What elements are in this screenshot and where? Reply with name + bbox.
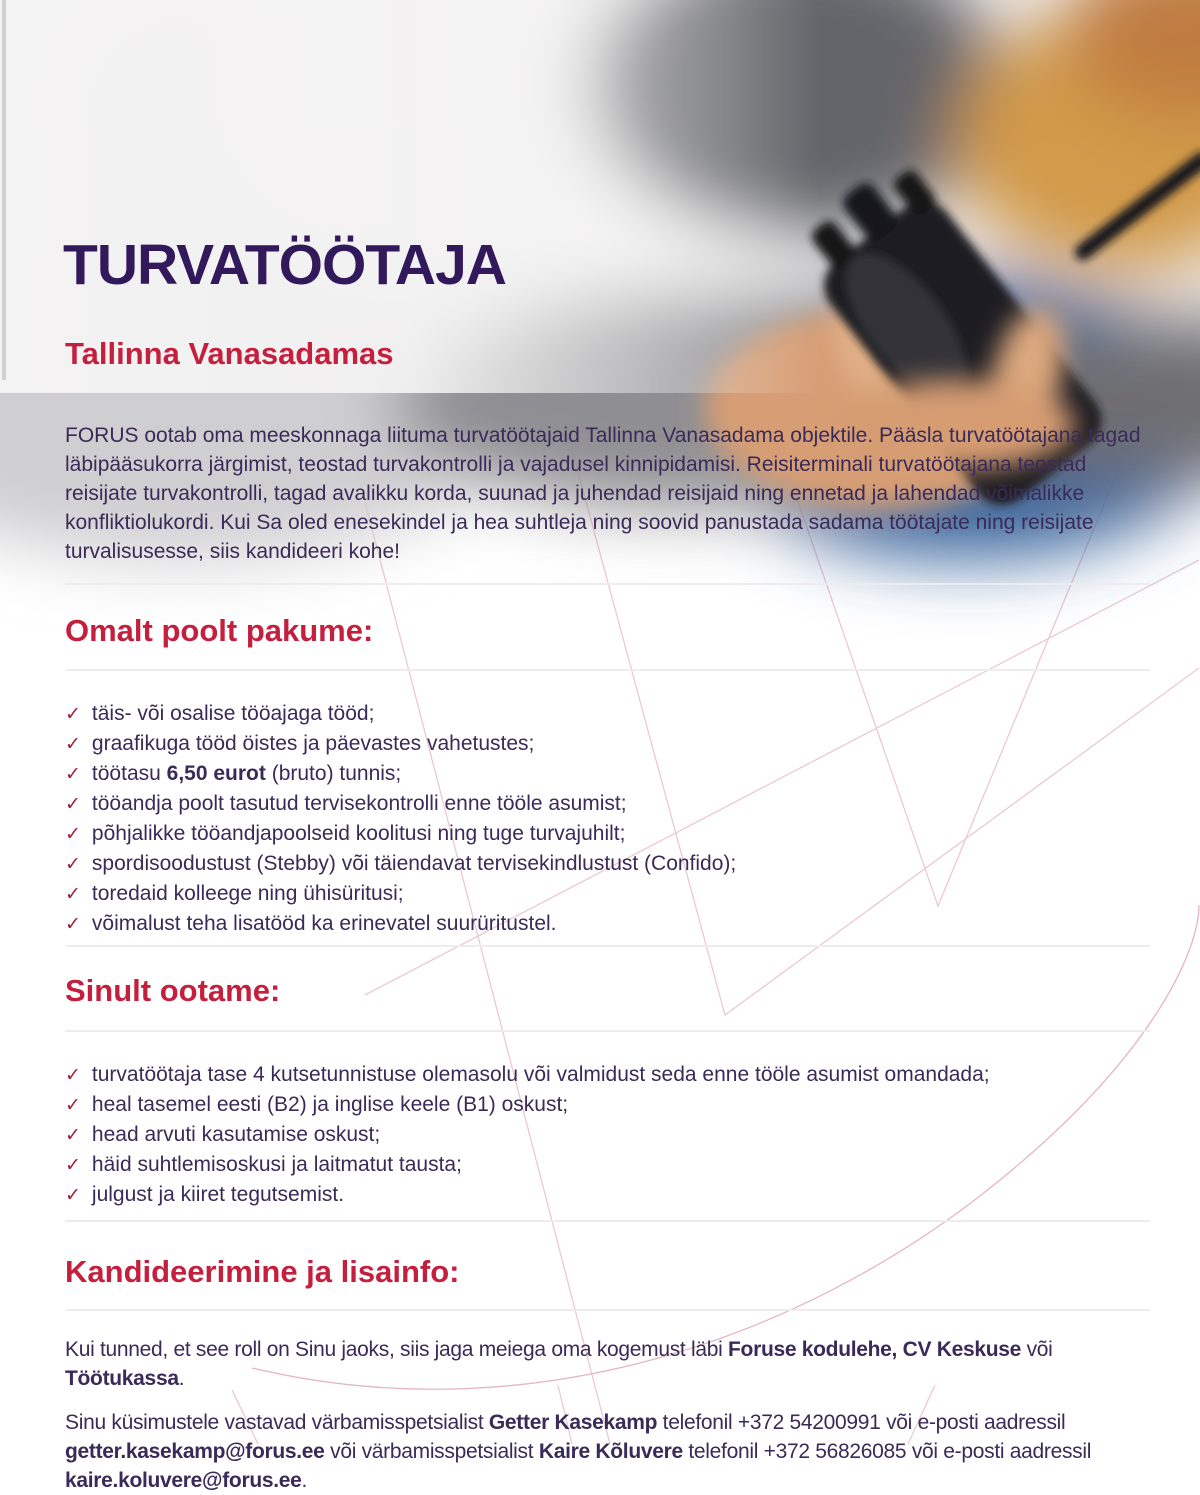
section-heading-offer: Omalt poolt pakume: bbox=[65, 613, 374, 648]
bold-text: 6,50 eurot bbox=[166, 762, 266, 785]
text: või bbox=[1021, 1338, 1053, 1361]
text: heal tasemel eesti (B2) ja inglise keele (B1) oskust; bbox=[91, 1093, 569, 1116]
section-divider bbox=[65, 1030, 1150, 1032]
section-heading-apply: Kandideerimine ja lisainfo: bbox=[65, 1254, 460, 1289]
list-item bbox=[65, 699, 1150, 729]
check-icon: ✓ bbox=[65, 883, 81, 905]
offer-list bbox=[65, 699, 1150, 939]
list-item bbox=[65, 909, 1150, 939]
list-item bbox=[65, 819, 1150, 849]
list-item bbox=[65, 1090, 1150, 1120]
section-divider bbox=[65, 583, 1150, 585]
expect-list bbox=[65, 1060, 1150, 1210]
bold-text: kaire.koluvere@forus.ee bbox=[65, 1469, 302, 1492]
bold-text: Kaire Kõluvere bbox=[538, 1440, 683, 1463]
check-icon: ✓ bbox=[65, 1154, 81, 1176]
text: Kui tunned, et see roll on Sinu jaoks, siis jaga meiega oma kogemust läbi bbox=[65, 1338, 729, 1361]
text: graafikuga tööd öistes ja päevastes vahetustes; bbox=[91, 732, 535, 755]
bold-text: Töötukassa bbox=[65, 1367, 179, 1390]
section-heading-expect: Sinult ootame: bbox=[65, 973, 281, 1008]
section-divider bbox=[65, 1220, 1150, 1222]
list-item bbox=[65, 1180, 1150, 1210]
page-subtitle: Tallinna Vanasadamas bbox=[65, 336, 394, 371]
intro-paragraph: FORUS ootab oma meeskonnaga liituma turvatöötajaid Tallinna Vanasadama objektile. Pääsla turvatöötajana tagad läbipääsukorra järgimist, teostad turvakontrolli ja vajadusel kinnipidamisi. Reisiterminali turvatöötajana teostad reisijate turvakontrolli, tagad avalikku korda, suunad ja juhendad reisijaid ning ennetad ja lahendad võimalikke konfliktiolukordi. Kui Sa oled enesekindel ja hea suhtleja ning soovid panustada sadama töötajate ning reisijate turvalisusesse, siis kandideeri kohe! bbox=[65, 424, 1141, 563]
check-icon: ✓ bbox=[65, 763, 81, 785]
check-icon: ✓ bbox=[65, 853, 81, 875]
check-icon: ✓ bbox=[65, 1184, 81, 1206]
check-icon: ✓ bbox=[65, 733, 81, 755]
check-icon: ✓ bbox=[65, 913, 81, 935]
hero-header bbox=[0, 0, 1200, 393]
page-title: TURVATÖÖTAJA bbox=[63, 233, 506, 297]
check-icon: ✓ bbox=[65, 1124, 81, 1146]
section-divider bbox=[65, 669, 1150, 671]
text: põhjalikke tööandjapoolseid koolitusi ning tuge turvajuhilt; bbox=[91, 822, 626, 845]
check-icon: ✓ bbox=[65, 703, 81, 725]
hero-photo-walkie-talkie bbox=[0, 0, 1200, 393]
text: häid suhtlemisoskusi ja laitmatut tausta; bbox=[91, 1153, 462, 1176]
section-divider bbox=[65, 1309, 1150, 1311]
bold-text: Foruse kodulehe, CV Keskuse bbox=[728, 1338, 1022, 1361]
text: võimalust teha lisatööd ka erinevatel suurüritustel. bbox=[91, 912, 557, 935]
text: spordisoodustust (Stebby) või täiendavat tervisekindlustust (Confido); bbox=[91, 852, 737, 875]
text: või värbamisspetsialist bbox=[324, 1440, 539, 1463]
text: julgust ja kiiret tegutsemist. bbox=[91, 1183, 345, 1206]
text: tööandja poolt tasutud tervisekontrolli enne tööle asumist; bbox=[91, 792, 627, 815]
contact-paragraph bbox=[65, 1408, 1150, 1495]
list-item bbox=[65, 1060, 1150, 1090]
check-icon: ✓ bbox=[65, 1064, 81, 1086]
bold-text: getter.kasekamp@forus.ee bbox=[65, 1440, 325, 1463]
check-icon: ✓ bbox=[65, 823, 81, 845]
text: . bbox=[178, 1367, 185, 1390]
text: töötasu bbox=[91, 762, 167, 785]
apply-channels-paragraph bbox=[65, 1335, 1150, 1393]
content bbox=[65, 393, 1150, 1495]
list-item bbox=[65, 729, 1150, 759]
text: . bbox=[301, 1469, 308, 1492]
list-item bbox=[65, 879, 1150, 909]
check-icon: ✓ bbox=[65, 1094, 81, 1116]
list-item bbox=[65, 759, 1150, 789]
text: Sinu küsimustele vastavad värbamisspetsialist bbox=[65, 1411, 489, 1434]
check-icon: ✓ bbox=[65, 793, 81, 815]
list-item bbox=[65, 849, 1150, 879]
text: (bruto) tunnis; bbox=[265, 762, 402, 785]
bold-text: Getter Kasekamp bbox=[488, 1411, 658, 1434]
list-item bbox=[65, 789, 1150, 819]
text: toredaid kolleege ning ühisüritusi; bbox=[91, 882, 404, 905]
text: turvatöötaja tase 4 kutsetunnistuse olemasolu või valmidust seda enne tööle asumist omandada; bbox=[91, 1063, 990, 1086]
text: telefonil +372 56826085 või e-posti aadressil bbox=[682, 1440, 1092, 1463]
list-item bbox=[65, 1150, 1150, 1180]
text: telefonil +372 54200991 või e-posti aadressil bbox=[657, 1411, 1066, 1434]
list-item bbox=[65, 1120, 1150, 1150]
text: täis- või osalise tööajaga tööd; bbox=[91, 702, 375, 725]
text: head arvuti kasutamise oskust; bbox=[91, 1123, 381, 1146]
section-divider bbox=[65, 945, 1150, 947]
